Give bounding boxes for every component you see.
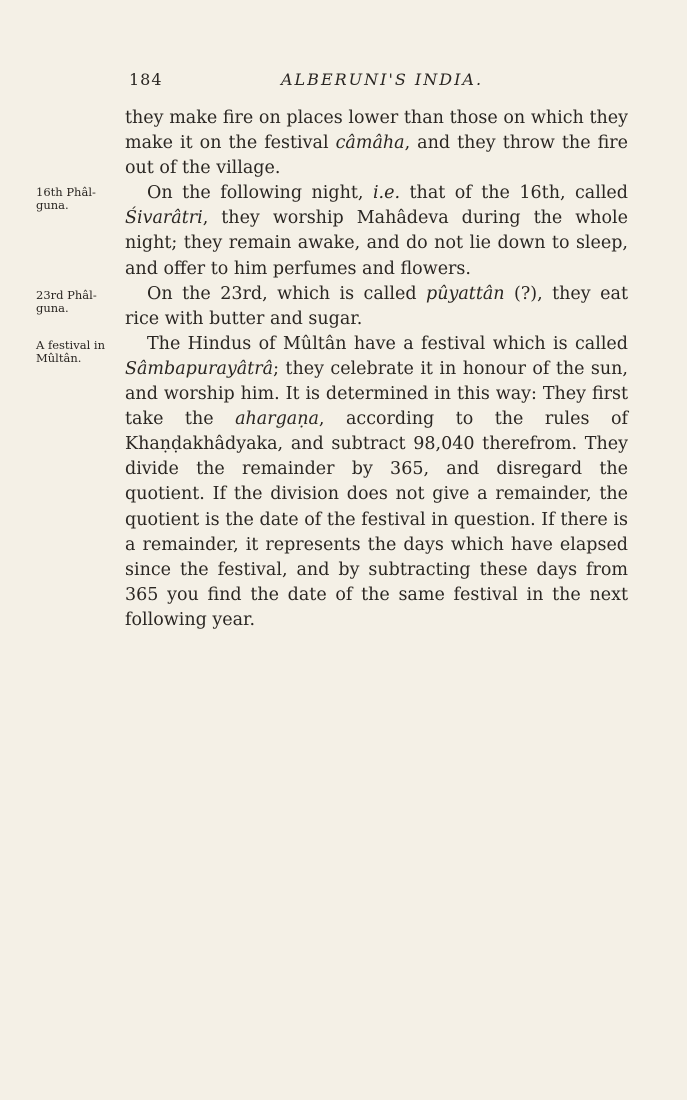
italic-term-sivaratri: Śivarâtri	[125, 208, 203, 229]
text-run: , they worship Mahâdeva during the whole night; they remain awake, and do not lie down to sleep, and offer to him perfumes and flowers.	[125, 208, 628, 279]
text-run: they make fire on places lower than those on which they make it on the festival	[125, 108, 628, 154]
text-run: , and they throw the fire out of the village.	[125, 133, 628, 179]
margin-note-23rd-phalguna: 23rd Phâl-guna.	[36, 288, 97, 315]
text-run: The Hindus of Mûltân have a festival which is called	[147, 333, 628, 354]
margin-note-16th-phalguna: 16th Phâl-guna.	[36, 185, 96, 212]
italic-term-puyattan: pûyattân	[426, 283, 505, 304]
paragraph-continuation	[125, 106, 628, 181]
text-run: that of the 16th, called	[400, 183, 628, 204]
italic-term-sambapurayatra: Sâmbapurayâtrâ	[125, 358, 274, 379]
margin-note-festival-multan: A festival in Mûltân.	[36, 338, 105, 365]
paragraph-sivaratri	[125, 181, 628, 281]
paragraph-puyattan	[125, 282, 628, 332]
running-head	[125, 68, 628, 94]
text-run: On the following night,	[147, 183, 373, 204]
body-text	[125, 106, 628, 633]
text-run: ; they celebrate it in honour of the sun, and worship him. It is determined in this way: They first take the	[125, 358, 628, 430]
text-run: , according to the rules of Khaṇḍakhâdyaka, and subtract 98,040 therefrom. They divide the remainder by 365, and disregard the quotient. If the division does not give a remainder, the quotient is the date of the festival in question. If there is a remainder, it represents the days which have elapsed since the festival, and by subtracting these days from 365 you find the date of the same festival in the next following year.	[125, 409, 628, 630]
running-title: ALBERUNI'S INDIA.	[281, 70, 484, 89]
paragraph-multan-festival	[125, 332, 628, 633]
text-run: (?), they eat rice with butter and sugar.	[125, 283, 628, 329]
italic-term-camaha: câmâha	[335, 133, 405, 154]
text-run: On the 23rd, which is called	[147, 283, 427, 304]
page-number: 184	[129, 70, 163, 89]
italic-abbrev-ie: i.e.	[372, 183, 401, 204]
italic-term-ahargana: ahargaṇa	[235, 409, 319, 430]
